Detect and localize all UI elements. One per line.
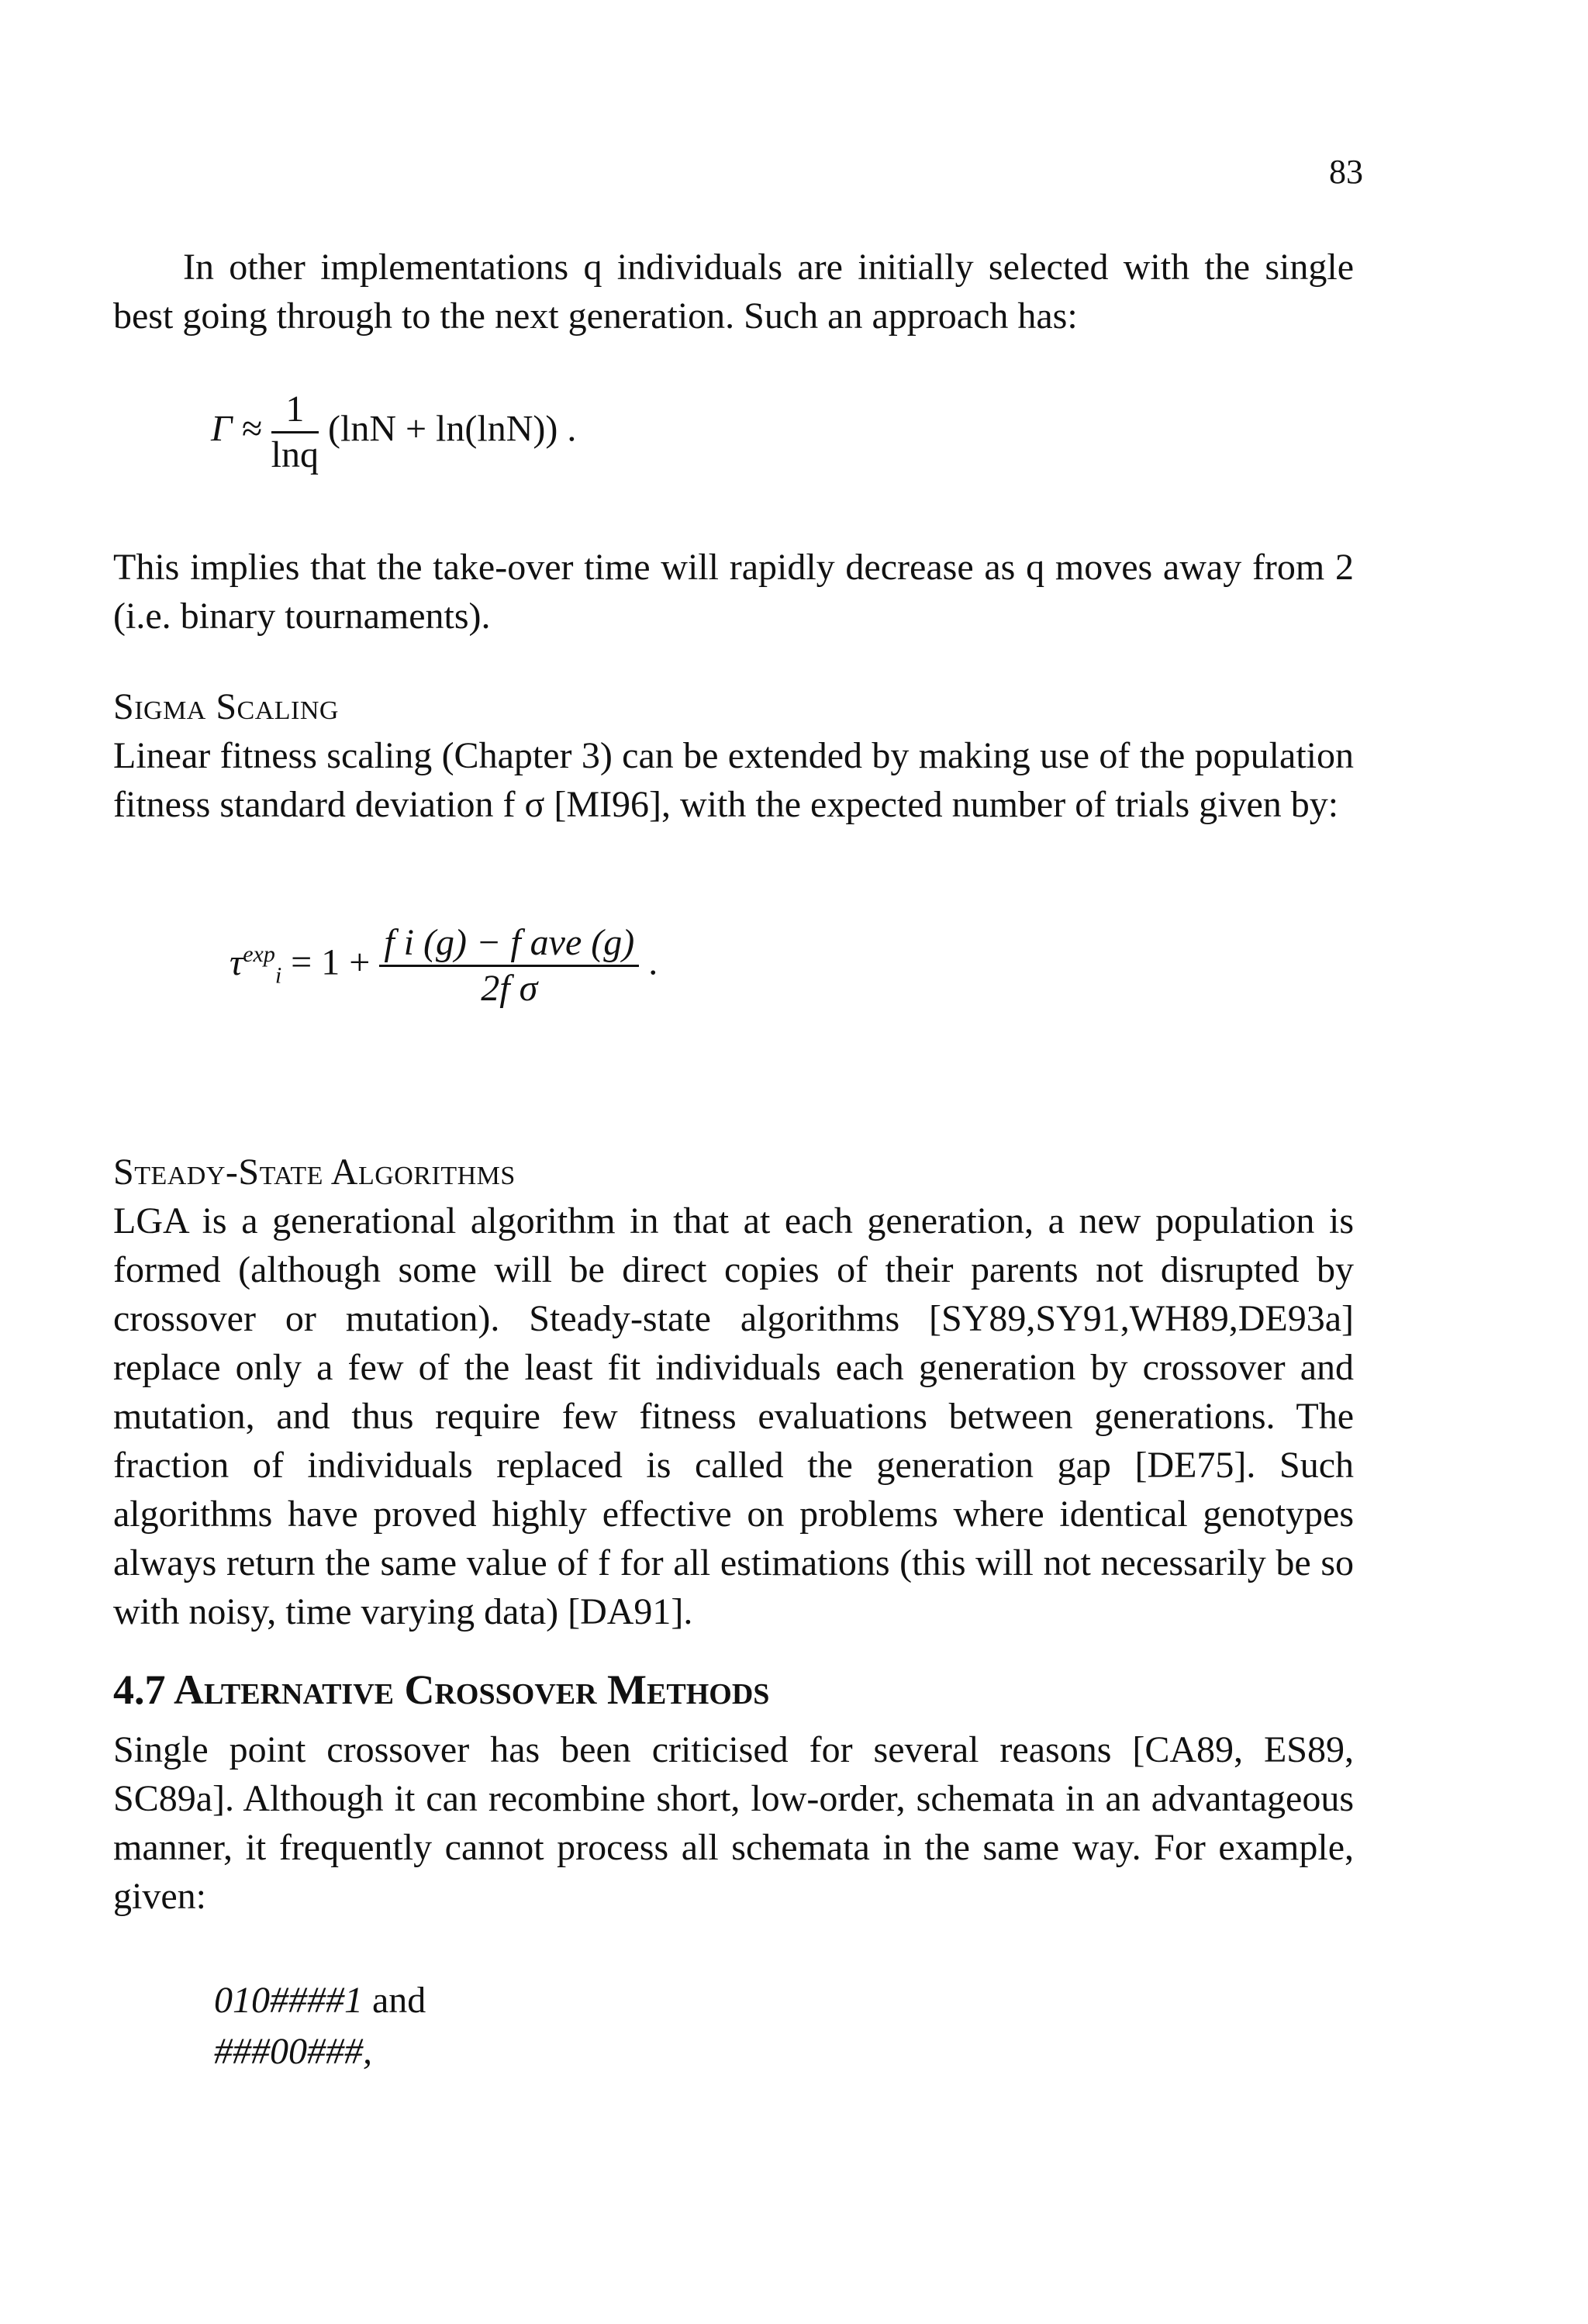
alternative-crossover-section — [113, 1666, 1354, 1921]
eq-lhs: $\tau^{exp}_i$ — [230, 941, 282, 989]
paragraph-text: Single point crossover has been criticised for several reasons [CA89, ES89, SC89a]. Although it can recombine short, low-order, schemata in an advantageous manner, it frequently cannot process all schemata in the same way. For example, given: — [113, 1729, 1354, 1917]
eq-fraction — [379, 921, 639, 1010]
eq-denominator: lnq — [271, 434, 319, 475]
page-number: 83 — [1329, 153, 1363, 191]
paragraph-text: This implies that the take-over time will rapidly decrease as q moves away from 2 (i.e. binary tournaments). — [113, 547, 1354, 637]
eq-lhs: Γ ≈ — [211, 408, 262, 450]
paragraph-text: In other implementations q individuals are initially selected with the single best going through to the next generation. Such an approach has: — [113, 247, 1354, 337]
paragraph-text: LGA is a generational algorithm in that at each generation, a new population is formed (although some will be direct copies of their parents not disrupted by crossover or mutation). Steady-state algorithms [SY89,SY91,WH89,DE93a] replace only a few of the least fit individuals each generation by crossover and mutation, and thus require few fitness evaluations between generations. The fraction of individuals replaced is called the generation gap [DE75]. Such algorithms have proved highly effective on problems where identical genotypes always return the same value of f for all estimations (this will not necessarily be so with noisy, time varying data) [DA91]. — [113, 1200, 1354, 1632]
schema-line-1 — [214, 1975, 426, 2026]
eq-rhs: (lnN + ln(lnN)) . — [328, 408, 577, 450]
schema-string: ###00###, — [214, 2031, 372, 2072]
paragraph-intro — [113, 243, 1354, 340]
subsection-heading: Sigma Scaling — [113, 686, 339, 727]
schema-line-2 — [214, 2026, 426, 2077]
paragraph-implication — [113, 543, 1354, 641]
schema-and: and — [372, 1980, 426, 2021]
sigma-scaling-section — [113, 682, 1354, 829]
paragraph-text: Linear fitness scaling (Chapter 3) can be extended by making use of the population fitness standard deviation f σ [MI96], with the expected number of trials given by: — [113, 735, 1354, 825]
equation-sigma-trials — [230, 921, 658, 1010]
schema-string: 010####1 — [214, 1980, 363, 2021]
equation-takeover-time — [211, 388, 576, 477]
eq-numerator: f i (g) − f ave (g) — [379, 921, 639, 967]
section-heading: 4.7 Alternative Crossover Methods — [113, 1666, 770, 1713]
eq-tail: . — [648, 941, 658, 983]
eq-fraction — [271, 388, 319, 477]
subsection-heading: Steady-State Algorithms — [113, 1152, 516, 1193]
eq-denominator: 2f σ — [481, 968, 538, 1009]
eq-numerator: 1 — [271, 388, 319, 433]
steady-state-section — [113, 1148, 1354, 1636]
eq-one: = 1 + — [291, 941, 371, 983]
schema-example — [214, 1975, 426, 2077]
